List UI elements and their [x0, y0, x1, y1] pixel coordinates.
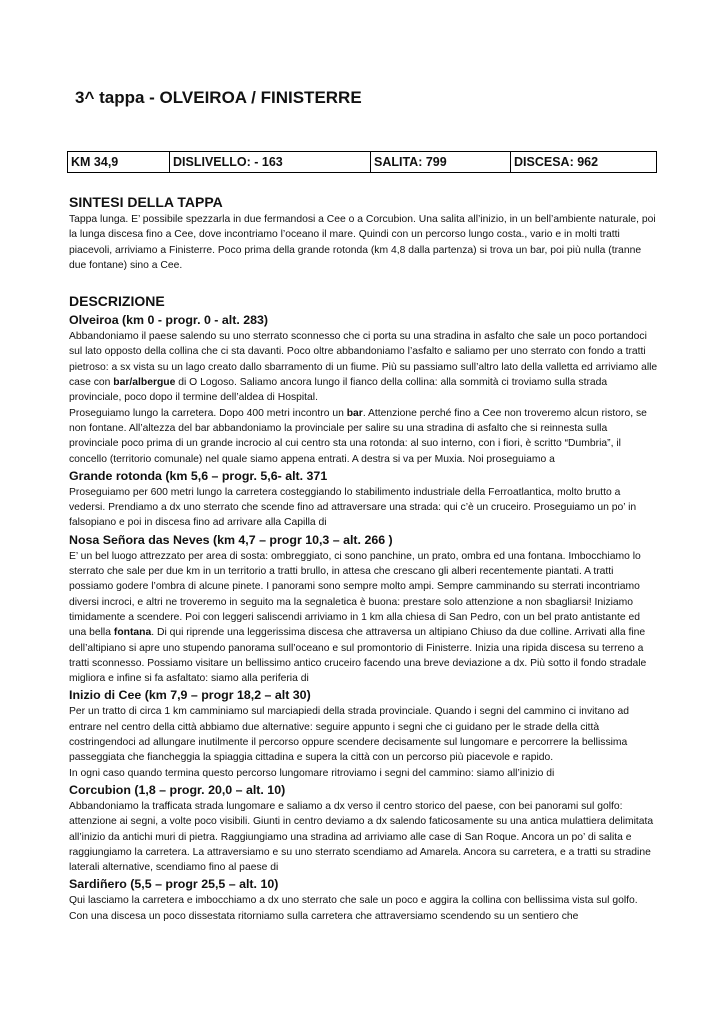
stage-stats-table	[67, 151, 657, 173]
document-body	[69, 192, 659, 924]
dislivello-cell: DISLIVELLO: - 163	[170, 152, 371, 173]
stage-heading-grande-rotonda: Grande rotonda (km 5,6 – progr. 5,6- alt. 371	[69, 468, 328, 483]
km-cell: KM 34,9	[68, 152, 170, 173]
stage-text-sardinero: Qui lasciamo la carretera e imbocchiamo a dx uno sterrato che sale un poco e aggira la collina con bellissima vista sul golfo. Con una discesa un poco dissestata ritorniamo sulla carretera che attraversiamo scendendo su un sentiero che	[69, 895, 638, 922]
stage-heading-inizio-cee: Inizio di Cee (km 7,9 – progr 18,2 – alt 30)	[69, 688, 311, 703]
bar-highlight: bar	[346, 407, 363, 419]
stage-text-grande-rotonda: Proseguiamo per 600 metri lungo la carretera costeggiando lo stabilimento industriale della Ferroatlantica, molto brutto a vedersi. Prendiamo a dx uno sterrato che scende fino ad attraversare una strada: qui c’è un cruceiro. Proseguiamo un po’ in falsopiano e poi in discesa fino ad arrivare alla Capilla di	[69, 486, 637, 529]
stage-stats-row	[68, 152, 657, 173]
sintesi-text: Tappa lunga. E’ possibile spezzarla in due fermandosi a Cee o a Corcubion. Una salita all’inizio, in un bell’ambiente naturale, poi la lunga discesa fino a Cee, dove incontriamo l’oceano il mare. Quindi con un percorso lungo costa., vario e in molti tratti piacevoli, arriviamo a Finisterre. Poco prima della grande rotonda (km 4,8 dalla partenza) si trova un bar, poi più nulla (tranne due fontane) sino a Cee.	[69, 214, 656, 271]
fontana-highlight: fontana	[113, 627, 152, 639]
descrizione-heading: DESCRIZIONE	[69, 293, 165, 310]
stage-text-nosa-senora: E’ un bel luogo attrezzato per area di sosta: ombreggiato, ci sono panchine, un prato, ombra ed una fontana. Imbocchiamo lo sterrato che sale per due km in un territorio a tratti brullo, in attesa che crescano gli alberi recentemente piantati. A tratti possiamo godere l’ombra di alcune pinete. I panorami sono sempre molto ampi. Sempre camminando su sterrati incontriamo diversi incroci, e altri ne troveremo in seguito ma la segnaletica è buona: prestare solo attenzione a non sbagliarsi! Iniziamo timidamente a scendere. Poi con leggeri saliscendi arriviamo in 1 km alla chiesa di San Pedro, con un bel prato antistante ed una bella fontana. Di qui riprende una leggerissima discesa che attraversa un altipiano Chiuso da due colline. Arrivati alla fine dell’altipiano si apre uno stupendo panorama sull’oceano e sul promontorio di Finisterre. Inizia una ripida discesa su terreno a tratti sconnesso. Possiamo visitare un bellissimo antico cruceiro facendo una breve deviazione a dx. Più sotto il fondo stradale migliora e infine si fa asfaltato: siamo alla periferia di	[69, 550, 647, 685]
stage-text-inizio-cee: Per un tratto di circa 1 km camminiamo sul marciapiedi della strada provinciale. Quando i segni del cammino ci invitano ad entrare nel centro della città abbiamo due alternative: seguire appunto i segni che ci guidano per le strade della città costringendoci ad allungare inutilmente il percorso oppure scendere decisamente sul lungomare e percorrere la bellissima passeggiata che fiancheggia la spiaggia cittadina e supera la città con un percorso più piacevole e rapido. In ogni caso quando termina questo percorso lungomare ritroviamo i segni del cammino: siamo all’inizio di	[69, 706, 629, 779]
discesa-cell: DISCESA: 962	[511, 152, 657, 173]
stage-heading-corcubion: Corcubion (1,8 – progr. 20,0 – alt. 10)	[69, 782, 286, 797]
sintesi-heading: SINTESI DELLA TAPPA	[69, 194, 223, 210]
stage-text-olveiroa: Abbandoniamo il paese salendo su uno sterrato sconnesso che ci porta su una stradina in asfalto che sale un poco portandoci sul lato opposto della collina che ci sta davanti. Poco oltre abbandoniamo l’asfalto e saliamo per uno sterrato con fondo a tratti pietroso: a sx vista su un lago creato dallo sbarramento di un fiume. Più su passiamo sull’altro lato della valletta ed arriviamo alle case con bar/albergue di O Logoso. Saliamo ancora lungo il fianco della collina: alla sommità ci troviamo sulla strada provinciale, poco dopo il termine dell’aldea di Hospital. Proseguiamo lungo la carretera. Dopo 400 metri incontro un bar. Attenzione perché fino a Cee non troveremo alcun ristoro, se non fontane. All’altezza del bar abbandoniamo la provinciale per salire su una stradina di asfalto che si reinnesta sulla provinciale poco prima di un grande incrocio al cui centro sta una rotonda: al suo interno, con i fiori, è scritto “Dumbria”, il concello (territorio comunale) nel quale siamo appena entrati. A destra si va per Muxia. Noi proseguiamo a	[69, 331, 658, 465]
page-title: 3^ tappa - OLVEIROA / FINISTERRE	[75, 88, 362, 107]
stage-text-corcubion: Abbandoniamo la trafficata strada lungomare e saliamo a dx verso il centro storico del paese, con bei panorami sul golfo: attenzione ai segni, a volte poco visibili. Giunti in centro deviamo a dx salendo faticosamente su una antica mulattiera delimitata all’inizio da antichi muri di pietra. Raggiungiamo una stradina ad arriviamo alle case di San Roque. Ancora un po’ di salita e raggiungiamo la carretera. La attraversiamo e su uno sterrato scendiamo ad Amarela. Ancora su carretera, e a tratti su stradine laterali alternative, scendiamo fino al paese di	[69, 800, 654, 874]
stage-heading-olveiroa: Olveiroa (km 0 - progr. 0 - alt. 283)	[69, 313, 269, 328]
salita-cell: SALITA: 799	[371, 152, 511, 173]
stage-heading-nosa-senora: Nosa Señora das Neves (km 4,7 – progr 10,3 – alt. 266 )	[69, 532, 393, 547]
bar-albergue-highlight: bar/albergue	[113, 377, 176, 389]
stage-heading-sardinero: Sardiñero (5,5 – progr 25,5 – alt. 10)	[69, 877, 279, 892]
